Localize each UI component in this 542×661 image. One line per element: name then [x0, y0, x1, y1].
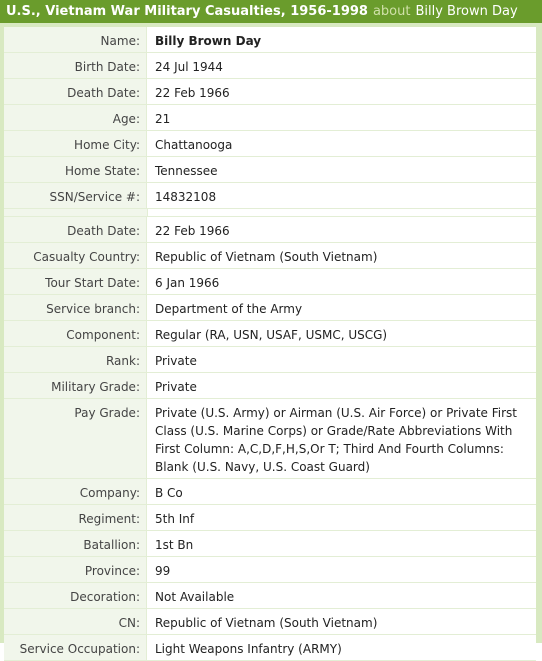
field-value: 22 Feb 1966	[155, 86, 230, 100]
field-value: Not Available	[155, 590, 235, 604]
field-label: Name:	[4, 27, 147, 52]
field-row-death-date	[4, 79, 536, 105]
field-value-name: Billy Brown Day	[155, 34, 262, 48]
field-label: Death Date:	[4, 79, 147, 104]
field-value: 1st Bn	[155, 538, 194, 552]
field-row-service-occupation	[4, 635, 536, 661]
field-value: Republic of Vietnam (South Vietnam)	[155, 250, 378, 264]
field-row-military-grade	[4, 373, 536, 399]
field-value: Chattanooga	[155, 138, 233, 152]
field-label: Tour Start Date:	[4, 269, 147, 294]
field-row-component	[4, 321, 536, 347]
field-value: Tennessee	[155, 164, 218, 178]
field-row-batallion	[4, 531, 536, 557]
field-value: Private	[155, 354, 197, 368]
field-value: 99	[155, 564, 171, 578]
field-label: Component:	[4, 321, 147, 346]
field-value: Private	[155, 380, 197, 394]
field-row-pay-grade	[4, 399, 536, 479]
field-value: B Co	[155, 486, 183, 500]
record-table	[4, 27, 536, 661]
field-label: SSN/Service #:	[4, 183, 147, 208]
field-value: Light Weapons Infantry (ARMY)	[155, 642, 342, 656]
field-label: Home City:	[4, 131, 147, 156]
field-label: Death Date:	[4, 217, 147, 242]
field-label: Age:	[4, 105, 147, 130]
field-label: Casualty Country:	[4, 243, 147, 268]
field-row-age	[4, 105, 536, 131]
field-value: Department of the Army	[155, 302, 303, 316]
field-label: Company:	[4, 479, 147, 504]
field-label: Pay Grade:	[4, 399, 147, 478]
field-row-cn	[4, 609, 536, 635]
field-row-province	[4, 557, 536, 583]
field-label: Service branch:	[4, 295, 147, 320]
field-label: Regiment:	[4, 505, 147, 530]
field-label: Province:	[4, 557, 147, 582]
field-label: CN:	[4, 609, 147, 634]
field-row-birth-date	[4, 53, 536, 79]
field-label: Service Occupation:	[4, 635, 147, 660]
field-row-decoration	[4, 583, 536, 609]
field-value: 22 Feb 1966	[155, 224, 230, 238]
field-row-home-state	[4, 157, 536, 183]
collection-title: U.S., Vietnam War Military Casualties, 1956-1998	[6, 4, 368, 19]
field-row-rank	[4, 347, 536, 373]
field-row-company	[4, 479, 536, 505]
field-value: 24 Jul 1944	[155, 60, 223, 74]
field-row-ssn	[4, 183, 536, 209]
field-row-regiment	[4, 505, 536, 531]
person-name-header: Billy Brown Day	[415, 4, 518, 19]
field-row-service-branch	[4, 295, 536, 321]
field-label: Military Grade:	[4, 373, 147, 398]
field-label: Home State:	[4, 157, 147, 182]
about-text: about	[372, 4, 411, 19]
field-row-tour-start-date	[4, 269, 536, 295]
field-value: 21	[155, 112, 171, 126]
field-label: Batallion:	[4, 531, 147, 556]
field-value: Republic of Vietnam (South Vietnam)	[155, 616, 378, 630]
section-divider	[4, 209, 536, 217]
field-row-casualty-country	[4, 243, 536, 269]
record-header	[0, 0, 542, 23]
field-value: Private (U.S. Army) or Airman (U.S. Air Force) or Private First Class (U.S. Marine Corps) or Grade/Rate Abbreviations With First Column: A,C,D,F,H,S,Or T; Third And Fourth Columns: Blank (U.S. Navy, U.S. Coast Guard)	[155, 406, 517, 474]
field-row-name	[4, 27, 536, 53]
field-value: 6 Jan 1966	[155, 276, 220, 290]
field-label: Birth Date:	[4, 53, 147, 78]
field-value: 14832108	[155, 190, 217, 204]
field-label: Rank:	[4, 347, 147, 372]
field-row-home-city	[4, 131, 536, 157]
field-row-death-date-2	[4, 217, 536, 243]
field-label: Decoration:	[4, 583, 147, 608]
divider-label-cell	[4, 209, 148, 216]
field-value: Regular (RA, USN, USAF, USMC, USCG)	[155, 328, 388, 342]
field-value: 5th Inf	[155, 512, 195, 526]
